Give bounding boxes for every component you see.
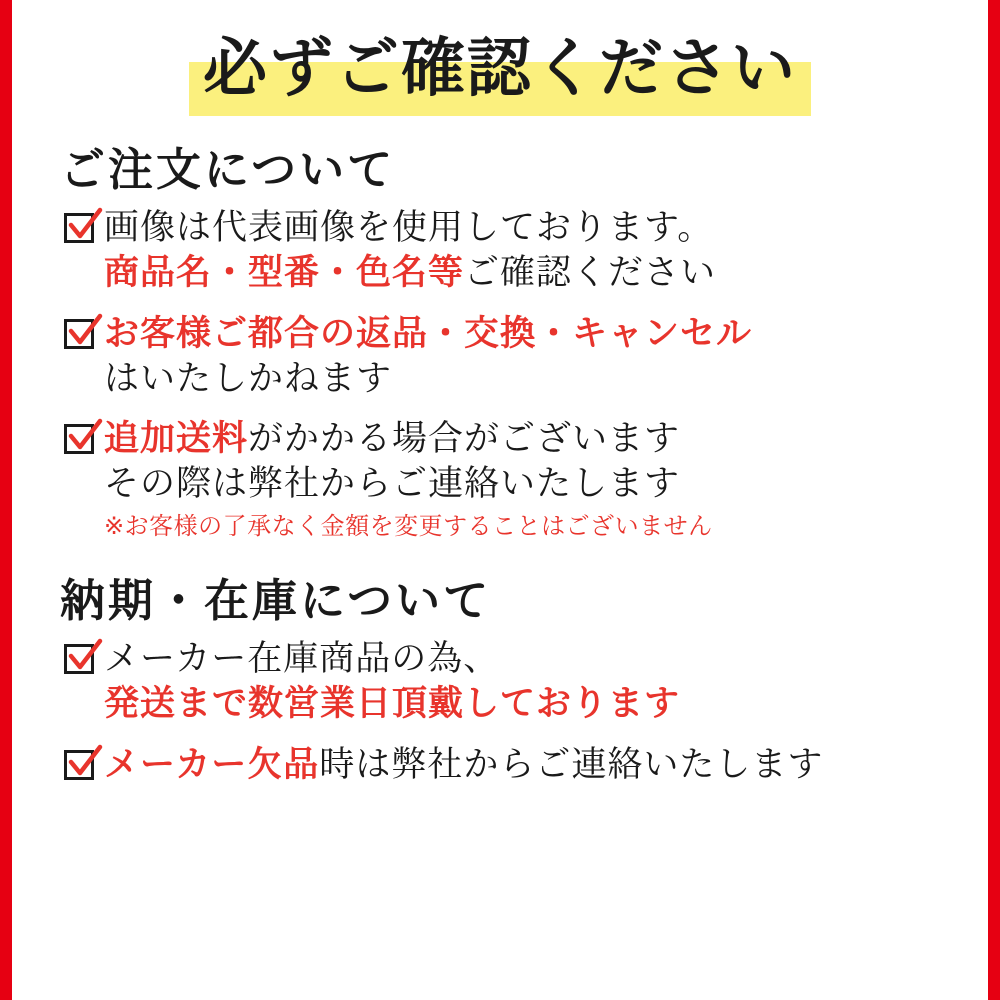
list-item-text: [104, 637, 958, 727]
list-item-text: [104, 743, 958, 788]
list-item: [64, 743, 958, 788]
checkbox-checked-icon: [64, 319, 98, 353]
text-segment: 追加送料: [104, 419, 249, 460]
text-line: はいたしかねます: [104, 358, 393, 399]
list-item: [64, 312, 958, 402]
text-line: 発送まで数営業日頂戴しております: [104, 683, 681, 724]
page-title-wrapper: [42, 34, 958, 109]
footnote: ※お客様の了承なく金額を変更することはございません: [104, 511, 713, 540]
text-segment: 時は弊社からご連絡いたします: [319, 744, 824, 785]
page-title-text: 必ずご確認ください: [203, 32, 797, 106]
list-item-text: [104, 312, 958, 402]
list-item: [64, 417, 958, 542]
checkbox-checked-icon: [64, 213, 98, 247]
text-segment: メーカー欠品: [104, 744, 320, 785]
section-heading-orders: ご注文について: [60, 143, 396, 197]
text-segment: 商品名・型番・色名等: [104, 252, 465, 293]
text-line: [104, 417, 958, 462]
list-item-text: [104, 206, 958, 296]
right-red-border: [988, 0, 1000, 1000]
page-title: [189, 34, 811, 109]
text-line: お客様ご都合の返品・交換・キャンセル: [104, 313, 753, 354]
section-heading-delivery: 納期・在庫について: [60, 574, 492, 628]
checkbox-checked-icon: [64, 644, 98, 678]
text-line: メーカー在庫商品の為、: [104, 639, 500, 680]
list-item: [64, 637, 958, 727]
list-item-text: [104, 417, 958, 542]
text-line: 画像は代表画像を使用しております。: [104, 208, 714, 249]
list-item: [64, 206, 958, 296]
checkbox-checked-icon: [64, 424, 98, 458]
text-segment: ご確認ください: [464, 252, 717, 293]
text-segment: がかかる場合がございます: [248, 419, 681, 460]
checkbox-checked-icon: [64, 750, 98, 784]
text-line: [104, 251, 958, 296]
notice-content: [12, 0, 988, 1000]
text-line: [104, 743, 958, 788]
text-line: その際は弊社からご連絡いたします: [104, 464, 681, 505]
left-red-border: [0, 0, 12, 1000]
